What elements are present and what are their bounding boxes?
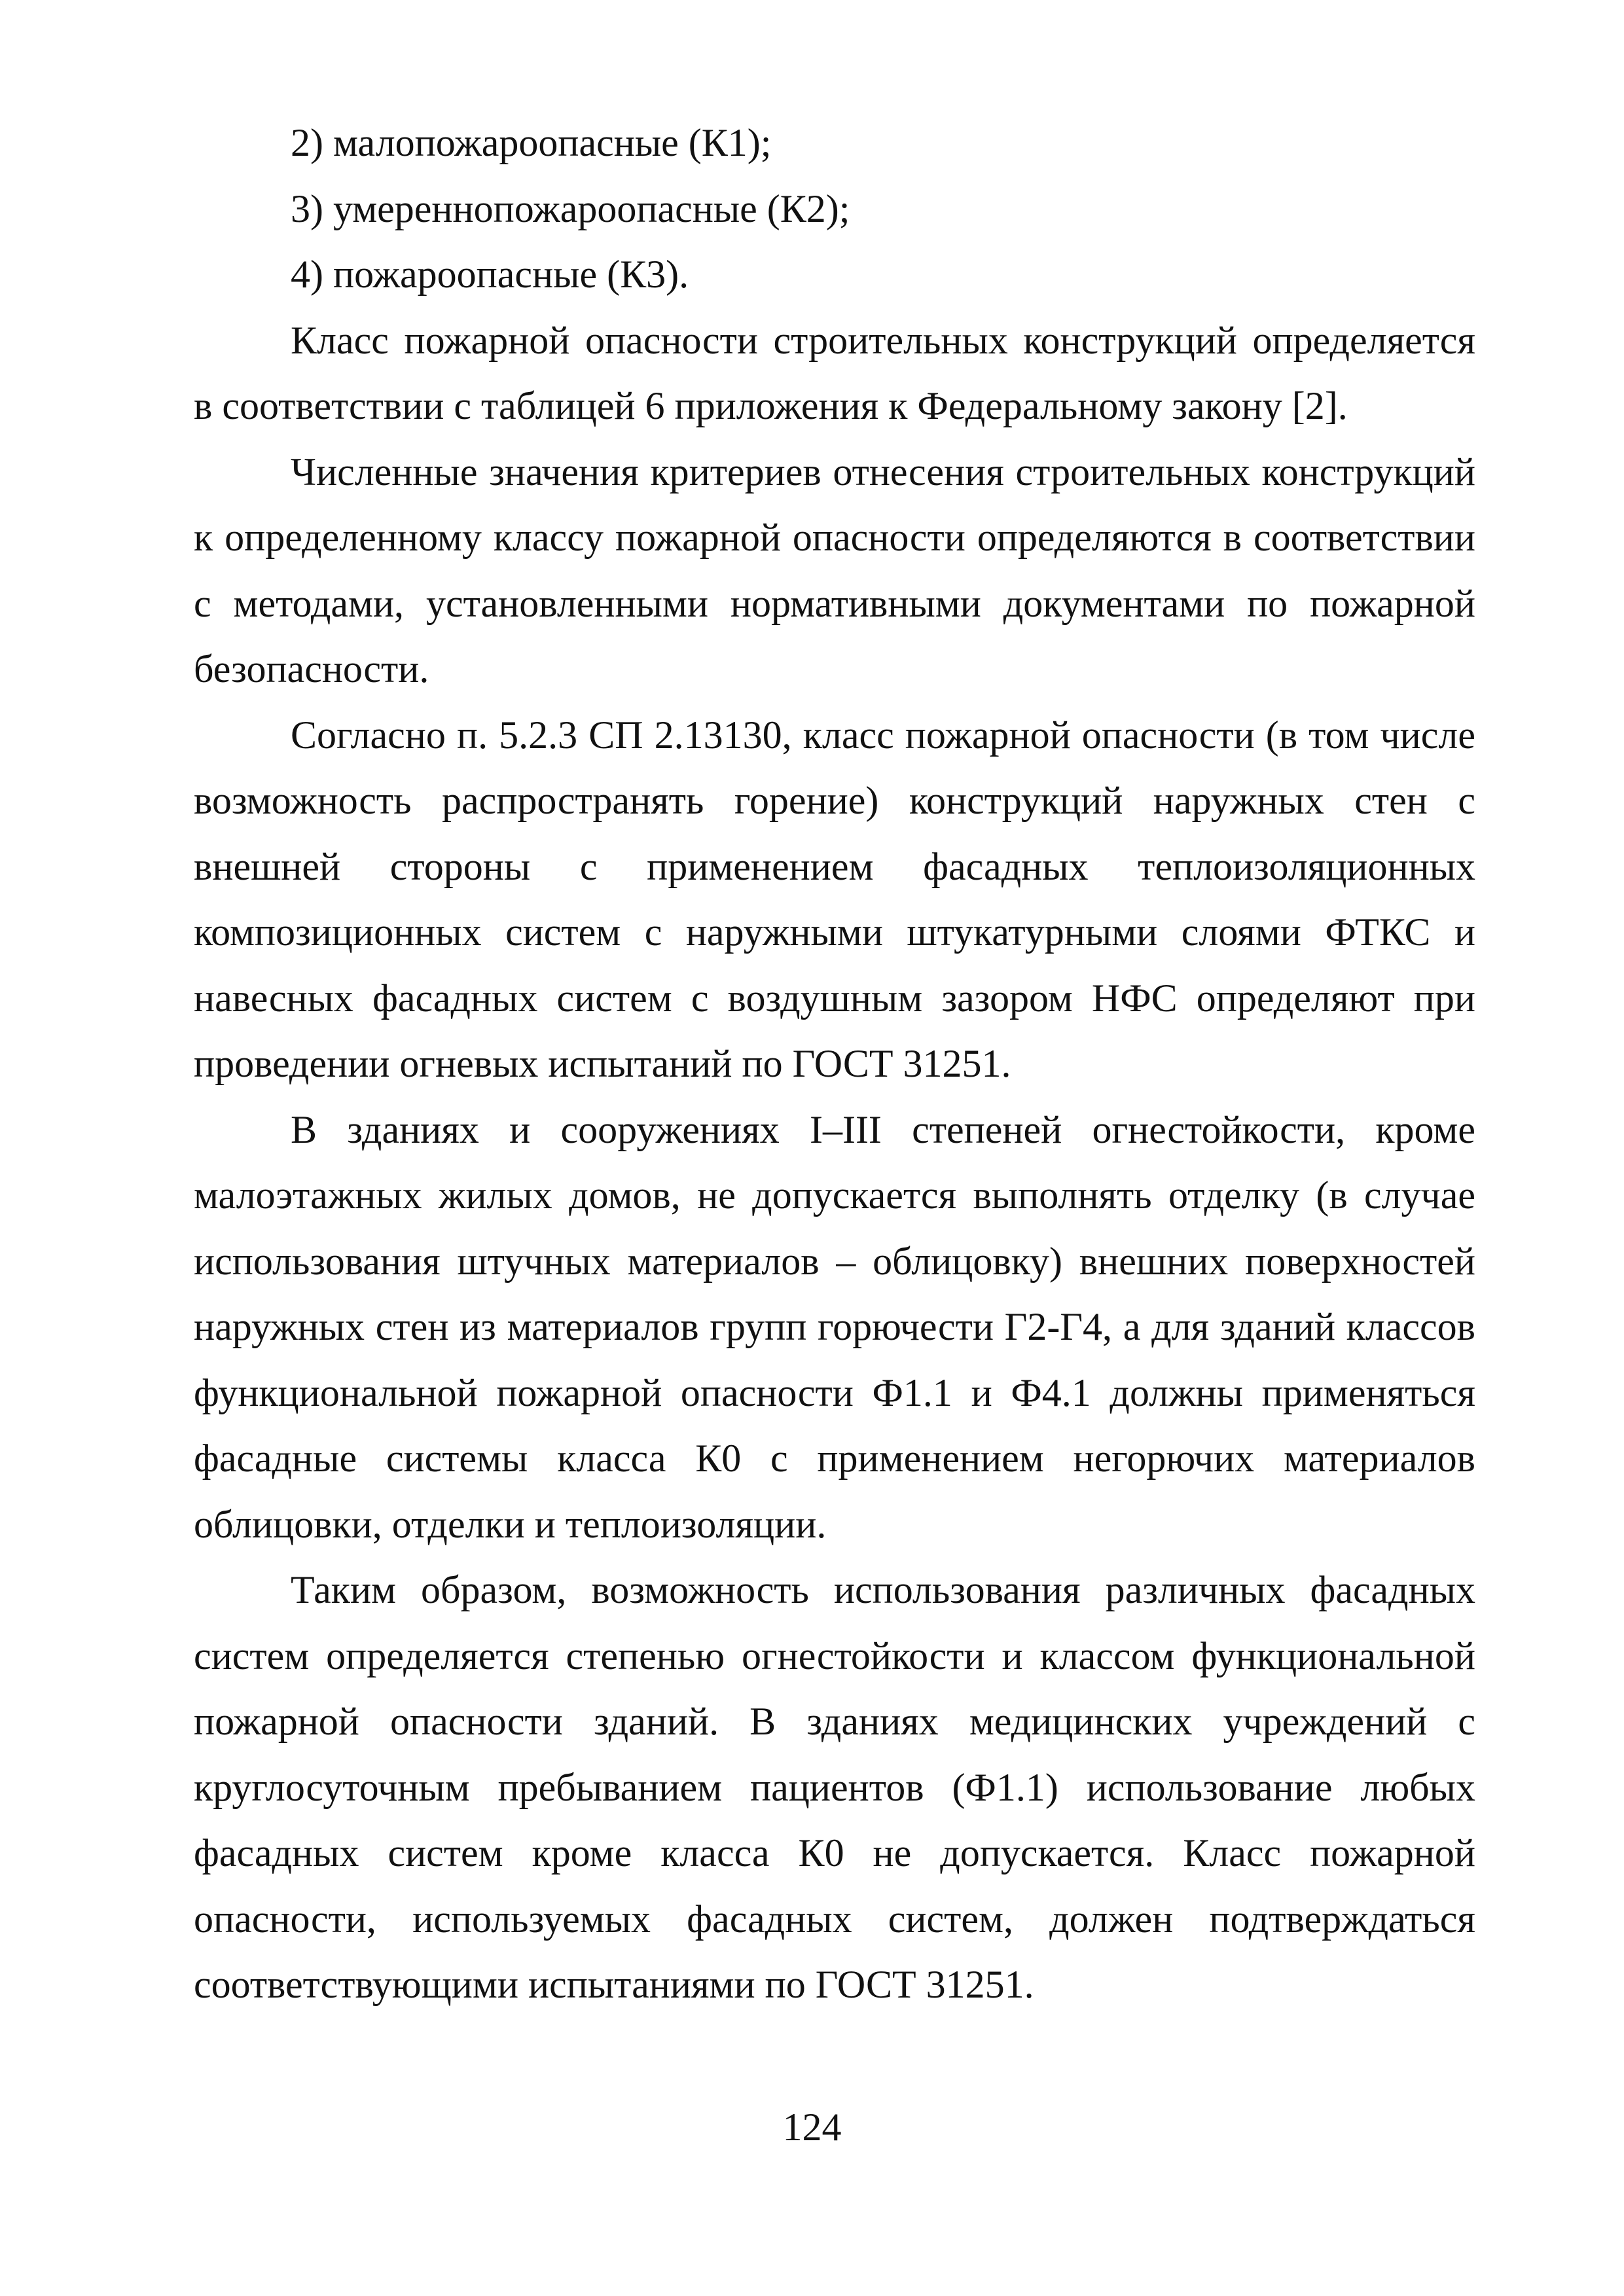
page-body xyxy=(194,110,1475,2018)
paragraph-building-restrictions: В зданиях и сооружениях I–III степеней огнестойкости, кроме малоэтажных жилых домов, не допускается выполнять отделку (в случае использования штучных материалов – облицовку) внешних поверхностей наружных стен из материалов групп горючести Г2-Г4, а для зданий классов функциональной пожарной опасности Ф1.1 и Ф4.1 должны применяться фасадные системы класса К0 с применением негорючих материалов облицовки, отделки и теплоизоляции. xyxy=(194,1107,1475,1546)
paragraph-criteria-values: Численные значения критериев отнесения строительных конструкций к определенному классу пожарной опасности определяются в соответствии с методами, установленными нормативными документами по пожарной безопасности. xyxy=(194,450,1475,691)
paragraph-conclusion: Таким образом, возможность использования различных фасадных систем определяется степенью огнестойкости и классом функциональной пожарной опасности зданий. В зданиях медицинских учреждений с круглосуточным пребыванием пациентов (Ф1.1) использование любых фасадных систем кроме класса К0 не допускается. Класс пожарной опасности, используемых фасадных систем, должен подтверждаться соответствующими испытаниями по ГОСТ 31251. xyxy=(194,1568,1475,2006)
list-item-k2: 3) умереннопожароопасные (К2); xyxy=(291,187,850,230)
page-number: 124 xyxy=(782,2106,842,2149)
paragraph-sp-2-13130: Согласно п. 5.2.3 СП 2.13130, класс пожарной опасности (в том числе возможность распространять горение) конструкций наружных стен с внешней стороны с применением фасадных теплоизоляционных композиционных систем с наружными штукатурными слоями ФТКС и навесных фасадных систем с воздушным зазором НФС определяют при проведении огневых испытаний по ГОСТ 31251. xyxy=(194,713,1475,1085)
list-item-k3: 4) пожароопасные (К3). xyxy=(291,253,689,296)
paragraph-fire-class-definition: Класс пожарной опасности строительных конструкций определяется в соответствии с таблицей 6 приложения к Федеральному закону [2]. xyxy=(194,318,1475,427)
list-item-k1: 2) малопожароопасные (К1); xyxy=(291,121,772,164)
